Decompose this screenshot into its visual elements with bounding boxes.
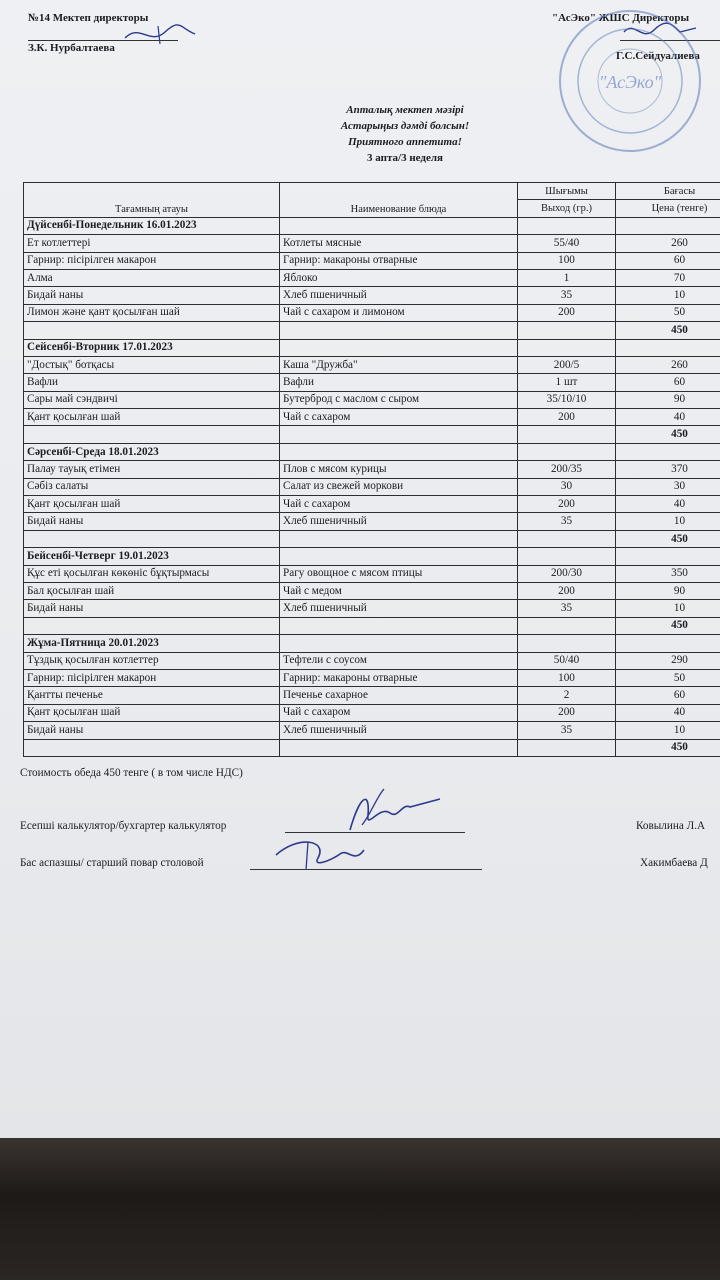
empty-cell [280, 739, 518, 756]
total-row [24, 322, 720, 339]
dish-output: 50/40 [518, 652, 616, 669]
dish-name-ru: Хлеб пшеничный [280, 513, 518, 530]
title-ru-wish: Приятного аппетита! [348, 136, 462, 148]
dish-name-kz: Қант қосылған шай [24, 409, 280, 426]
dish-output: 200 [518, 496, 616, 513]
table-row [24, 496, 720, 513]
dish-output: 55/40 [518, 235, 616, 252]
dish-name-kz: Вафли [24, 374, 280, 391]
header-col-out-kz: Шығымы [518, 183, 616, 200]
table-row [24, 287, 720, 304]
dish-price: 60 [616, 687, 720, 704]
dish-name-ru: Вафли [280, 374, 518, 391]
dish-price: 90 [616, 582, 720, 599]
table-row [24, 391, 720, 408]
empty-cell [24, 739, 280, 756]
dish-output: 200 [518, 582, 616, 599]
empty-cell [24, 530, 280, 547]
dish-price: 10 [616, 287, 720, 304]
empty-cell [280, 548, 518, 565]
dish-name-kz: Бидай наны [24, 722, 280, 739]
day-header-row [24, 339, 720, 356]
empty-cell [24, 426, 280, 443]
dish-name-kz: Бидай наны [24, 513, 280, 530]
title-kz-wish: Астарыңыз дәмді болсын! [340, 120, 470, 132]
total-row [24, 739, 720, 756]
dish-name-kz: Ет котлеттері [24, 235, 280, 252]
table-row [24, 687, 720, 704]
empty-cell [616, 548, 720, 565]
dish-name-ru: Чай с сахаром и лимоном [280, 304, 518, 321]
header-col-kz: Тағамның атауы [24, 183, 280, 218]
dish-price: 260 [616, 356, 720, 373]
day-total: 450 [616, 322, 720, 339]
dish-name-ru: Бутерброд с маслом с сыром [280, 391, 518, 408]
day-header-row [24, 217, 720, 234]
empty-cell [616, 217, 720, 234]
day-header-row [24, 635, 720, 652]
table-row [24, 356, 720, 373]
dish-name-ru: Хлеб пшеничный [280, 722, 518, 739]
menu-table [23, 182, 720, 757]
dish-output: 35 [518, 287, 616, 304]
empty-cell [616, 339, 720, 356]
dish-price: 60 [616, 374, 720, 391]
empty-cell [518, 339, 616, 356]
dish-price: 50 [616, 304, 720, 321]
table-row [24, 374, 720, 391]
empty-cell [518, 443, 616, 460]
table-row [24, 252, 720, 269]
dish-name-ru: Чай с сахаром [280, 409, 518, 426]
empty-cell [24, 617, 280, 634]
title-week: 3 апта/3 неделя [367, 152, 443, 164]
dish-price: 30 [616, 478, 720, 495]
dish-output: 35 [518, 513, 616, 530]
dish-output: 35 [518, 600, 616, 617]
dish-name-kz: Гарнир: пісірілген макарон [24, 669, 280, 686]
dish-name-kz: Алма [24, 269, 280, 286]
table-row [24, 304, 720, 321]
dish-name-ru: Плов с мясом курицы [280, 461, 518, 478]
dish-price: 10 [616, 722, 720, 739]
header-col-ru: Наименование блюда [280, 183, 518, 218]
header-col-out-ru: Выход (гр.) [518, 200, 616, 217]
empty-cell [616, 635, 720, 652]
dish-name-kz: Гарнир: пісірілген макарон [24, 252, 280, 269]
dish-output: 200 [518, 704, 616, 721]
empty-cell [280, 322, 518, 339]
left-approver-title: №14 Мектеп директоры [28, 12, 149, 24]
table-row [24, 409, 720, 426]
dish-price: 50 [616, 669, 720, 686]
empty-cell [518, 635, 616, 652]
table-row [24, 565, 720, 582]
dish-price: 10 [616, 600, 720, 617]
cook-signature [268, 830, 378, 875]
dish-output: 100 [518, 252, 616, 269]
dish-name-ru: Котлеты мясные [280, 235, 518, 252]
company-stamp [555, 6, 705, 156]
empty-cell [24, 322, 280, 339]
dish-name-ru: Гарнир: макароны отварные [280, 252, 518, 269]
day-title: Дүйсенбі-Понедельник 16.01.2023 [24, 217, 280, 234]
dish-output: 200/30 [518, 565, 616, 582]
dish-output: 35 [518, 722, 616, 739]
empty-cell [518, 426, 616, 443]
total-row [24, 617, 720, 634]
empty-cell [518, 617, 616, 634]
empty-cell [280, 530, 518, 547]
dish-name-kz: Бидай наны [24, 287, 280, 304]
header-col-price-ru: Цена (тенге) [616, 200, 720, 217]
empty-cell [280, 635, 518, 652]
dish-name-kz: Сәбіз салаты [24, 478, 280, 495]
dish-name-ru: Тефтели с соусом [280, 652, 518, 669]
cook-name: Хакимбаева Д [640, 857, 708, 869]
background-surface [0, 1138, 720, 1280]
dish-price: 40 [616, 704, 720, 721]
stamp-label: "АсЭко" [598, 72, 662, 92]
table-row [24, 513, 720, 530]
dish-name-ru: Яблоко [280, 269, 518, 286]
dish-name-ru: Печенье сахарное [280, 687, 518, 704]
total-row [24, 426, 720, 443]
table-row [24, 722, 720, 739]
left-signature [120, 18, 200, 48]
calculator-name: Ковылина Л.А [636, 820, 706, 832]
dish-name-ru: Чай с сахаром [280, 704, 518, 721]
dish-price: 60 [616, 252, 720, 269]
dish-price: 290 [616, 652, 720, 669]
table-row [24, 704, 720, 721]
dish-name-ru: Чай с медом [280, 582, 518, 599]
dish-output: 35/10/10 [518, 391, 616, 408]
dish-name-ru: Салат из свежей моркови [280, 478, 518, 495]
dish-output: 200 [518, 304, 616, 321]
day-title: Бейсенбі-Четверг 19.01.2023 [24, 548, 280, 565]
day-header-row [24, 548, 720, 565]
dish-name-kz: Қантты печенье [24, 687, 280, 704]
right-approver-name: Г.С.Сейдуалиева [616, 50, 700, 62]
table-row [24, 652, 720, 669]
dish-price: 260 [616, 235, 720, 252]
dish-output: 30 [518, 478, 616, 495]
dish-price: 40 [616, 496, 720, 513]
table-row [24, 600, 720, 617]
dish-price: 350 [616, 565, 720, 582]
dish-name-kz: Бал қосылған шай [24, 582, 280, 599]
dish-output: 100 [518, 669, 616, 686]
dish-output: 200/35 [518, 461, 616, 478]
dish-name-ru: Чай с сахаром [280, 496, 518, 513]
dish-output: 1 шт [518, 374, 616, 391]
dish-output: 200 [518, 409, 616, 426]
day-total: 450 [616, 530, 720, 547]
cost-note: Стоимость обеда 450 тенге ( в том числе НДС) [20, 767, 243, 779]
dish-price: 70 [616, 269, 720, 286]
dish-name-kz: Қант қосылған шай [24, 704, 280, 721]
dish-price: 10 [616, 513, 720, 530]
empty-cell [518, 217, 616, 234]
empty-cell [616, 443, 720, 460]
cook-label: Бас аспазшы/ старший повар столовой [20, 857, 204, 869]
table-row [24, 669, 720, 686]
day-total: 450 [616, 617, 720, 634]
dish-name-ru: Каша "Дружба" [280, 356, 518, 373]
table-row [24, 461, 720, 478]
dish-output: 2 [518, 687, 616, 704]
empty-cell [280, 443, 518, 460]
empty-cell [280, 339, 518, 356]
table-header-row [24, 183, 720, 200]
table-row [24, 478, 720, 495]
dish-name-kz: Лимон және қант қосылған шай [24, 304, 280, 321]
dish-name-kz: "Достық" ботқасы [24, 356, 280, 373]
dish-output: 1 [518, 269, 616, 286]
dish-output: 200/5 [518, 356, 616, 373]
table-row [24, 235, 720, 252]
dish-price: 90 [616, 391, 720, 408]
dish-name-kz: Құс еті қосылған көкөніс бұқтырмасы [24, 565, 280, 582]
empty-cell [518, 548, 616, 565]
left-approver-name: З.К. Нурбалтаева [28, 42, 115, 54]
dish-name-ru: Хлеб пшеничный [280, 287, 518, 304]
calculator-label: Есепші калькулятор/бухгартер калькулятор [20, 820, 227, 832]
dish-name-kz: Сары май сэндвичі [24, 391, 280, 408]
day-total: 450 [616, 426, 720, 443]
dish-name-ru: Хлеб пшеничный [280, 600, 518, 617]
header-col-price-kz: Бағасы [616, 183, 720, 200]
day-title: Жұма-Пятница 20.01.2023 [24, 635, 280, 652]
dish-name-kz: Тұздық қосылған котлеттер [24, 652, 280, 669]
right-approver-title: "АсЭко" ЖШС Директоры [552, 12, 690, 24]
total-row [24, 530, 720, 547]
dish-name-kz: Бидай наны [24, 600, 280, 617]
day-total: 450 [616, 739, 720, 756]
title-kz: Апталық мектеп мәзірі [346, 104, 464, 116]
empty-cell [280, 426, 518, 443]
day-title: Сейсенбі-Вторник 17.01.2023 [24, 339, 280, 356]
dish-name-ru: Рагу овощное с мясом птицы [280, 565, 518, 582]
empty-cell [518, 739, 616, 756]
dish-name-ru: Гарнир: макароны отварные [280, 669, 518, 686]
empty-cell [518, 530, 616, 547]
day-title: Сәрсенбі-Среда 18.01.2023 [24, 443, 280, 460]
empty-cell [280, 217, 518, 234]
dish-price: 40 [616, 409, 720, 426]
day-header-row [24, 443, 720, 460]
table-row [24, 269, 720, 286]
dish-name-kz: Палау тауық етімен [24, 461, 280, 478]
dish-price: 370 [616, 461, 720, 478]
table-row [24, 582, 720, 599]
empty-cell [280, 617, 518, 634]
dish-name-kz: Қант қосылған шай [24, 496, 280, 513]
empty-cell [518, 322, 616, 339]
